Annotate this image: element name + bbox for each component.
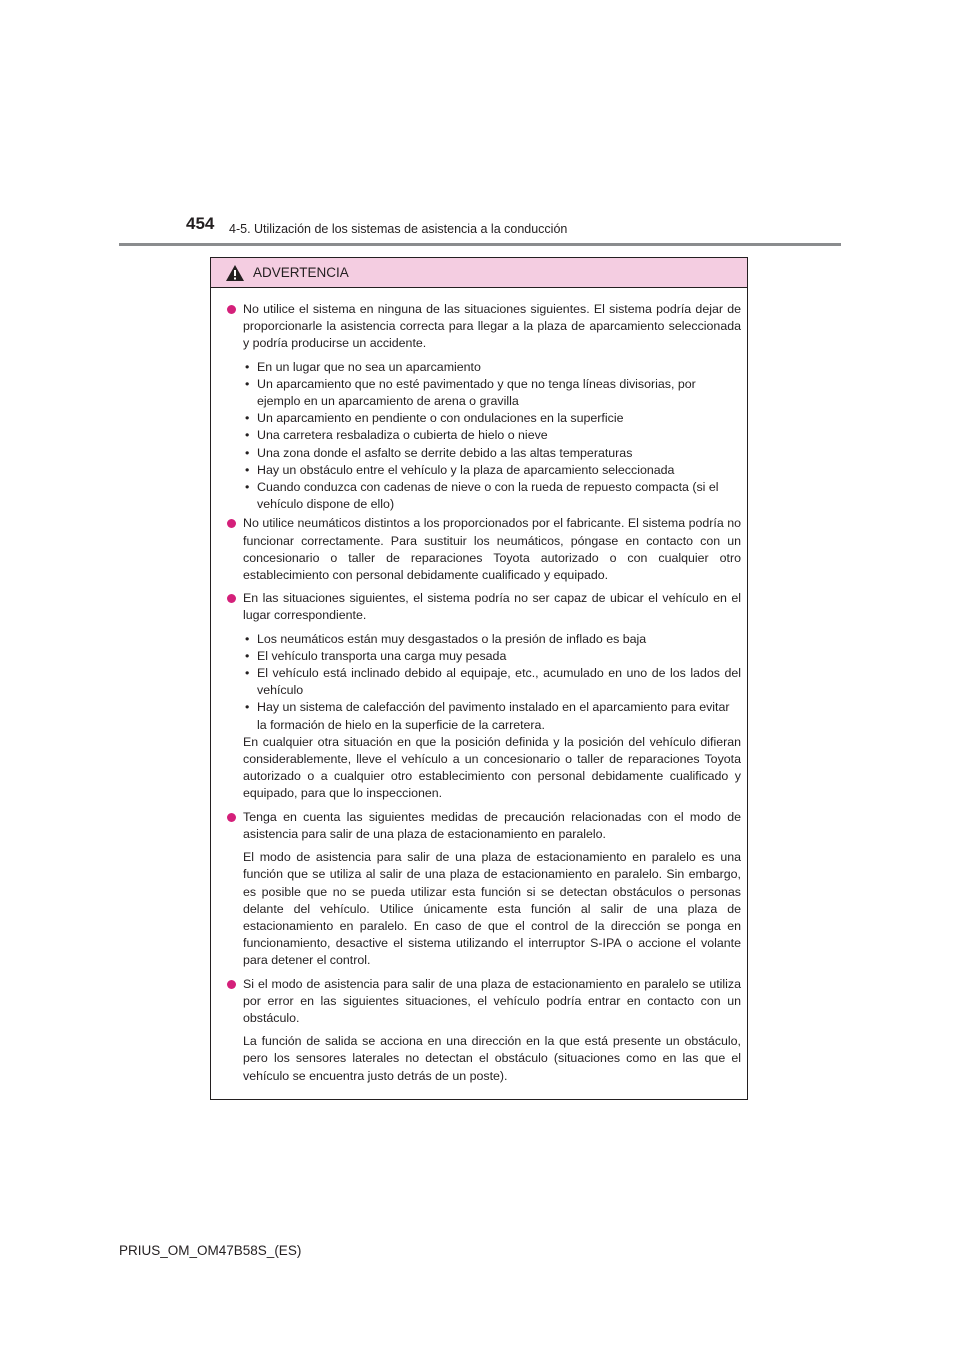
page-number: 454 <box>186 214 215 233</box>
warning-item <box>227 515 741 584</box>
sub-item: • Hay un sistema de calefacción del pavimento instalado en el aparcamiento para evitar la formación de hielo en la superficie de la carretera. <box>243 699 741 733</box>
sub-item: • Un aparcamiento en pendiente o con ondulaciones en la superficie <box>243 410 741 427</box>
warning-item <box>227 590 741 624</box>
warning-header <box>211 258 747 288</box>
bullet-icon <box>227 305 236 314</box>
warning-body <box>211 288 747 1085</box>
sub-item: • Un aparcamiento que no esté pavimentado y que no tenga líneas divisorias, por ejemplo en un aparcamiento de arena o gravilla <box>243 376 741 410</box>
bullet-icon <box>227 519 236 528</box>
warning-title: ADVERTENCIA <box>253 265 349 280</box>
warning-item <box>227 976 741 1028</box>
warning-item <box>227 301 741 353</box>
warning-box <box>210 257 748 1100</box>
sub-item: • Una zona donde el asfalto se derrite debido a las altas temperaturas <box>243 445 741 462</box>
footer-doc-code: PRIUS_OM_OM47B58S_(ES) <box>119 1243 302 1258</box>
sub-item: • En un lugar que no sea un aparcamiento <box>243 359 741 376</box>
sub-list <box>243 631 741 734</box>
bullet-icon <box>227 980 236 989</box>
sub-list <box>243 359 741 514</box>
item-text: No utilice el sistema en ninguna de las situaciones siguientes. El sistema podría dejar de proporcionarle la asistencia correcta para llegar a la plaza de aparcamiento seleccionada y podría producirse un accidente. <box>243 302 741 351</box>
sub-item: • El vehículo está inclinado debido al equipaje, etc., acumulado en uno de los lados del vehículo <box>243 665 741 699</box>
item-text: Si el modo de asistencia para salir de una plaza de estacionamiento en paralelo se utiliza por error en las siguientes situaciones, el vehículo podría entrar en contacto con un obstáculo. <box>243 976 741 1025</box>
item-text: Tenga en cuenta las siguientes medidas de precaución relacionadas con el modo de asistencia para salir de una plaza de estacionamiento en paralelo. <box>243 809 741 841</box>
header-rule <box>119 243 841 246</box>
warning-triangle-icon <box>225 264 245 282</box>
bullet-icon <box>227 594 236 603</box>
sub-item: • Una carretera resbaladiza o cubierta de hielo o nieve <box>243 427 741 444</box>
sub-item: • Hay un obstáculo entre el vehículo y la plaza de aparcamiento seleccionada <box>243 462 741 479</box>
sub-item: • El vehículo transporta una carga muy pesada <box>243 648 741 665</box>
section-title: 4-5. Utilización de los sistemas de asistencia a la conducción <box>229 222 568 236</box>
item-note: En cualquier otra situación en que la posición definida y la posición del vehículo difieran considerablemente, lleve el vehículo a un concesionario o taller de reparaciones Toyota autorizado o a cualquier otro establecimiento con personal debidamente cualificado y equipado, para que lo inspeccionen. <box>243 734 741 801</box>
item-paragraph: La función de salida se acciona en una dirección en la que está presente un obstáculo, pero los sensores laterales no detectan el obstáculo (situaciones como en las que el vehículo se encuentra justo detrás de un poste). <box>243 1034 741 1083</box>
item-text: En las situaciones siguientes, el sistema podría no ser capaz de ubicar el vehículo en el lugar correspondiente. <box>243 591 741 623</box>
sub-item: • Cuando conduzca con cadenas de nieve o con la rueda de repuesto compacta (si el vehículo dispone de ello) <box>243 479 741 513</box>
sub-item: • Los neumáticos están muy desgastados o la presión de inflado es baja <box>243 631 741 648</box>
item-paragraph: El modo de asistencia para salir de una plaza de estacionamiento en paralelo es una función que se utiliza al salir de una plaza de estacionamiento en paralelo. Sin embargo, es posible que no se pueda utilizar esta función si se detectan obstáculos o personas delante del vehículo. Utilice únicamente esta función al salir de una plaza de estacionamiento en paralelo. En caso de que el control de la dirección se ponga en funcionamiento, desactive el sistema utilizando el interruptor S-IPA o accione el volante para detener el control. <box>243 850 741 968</box>
warning-item <box>227 809 741 843</box>
item-text: No utilice neumáticos distintos a los proporcionados por el fabricante. El sistema podría no funcionar correctamente. Para sustituir los neumáticos, póngase en contacto con un concesionario o taller de reparaciones Toyota autorizado o con cualquier otro establecimiento con personal debidamente cualificado y equipado. <box>243 516 741 583</box>
bullet-icon <box>227 813 236 822</box>
